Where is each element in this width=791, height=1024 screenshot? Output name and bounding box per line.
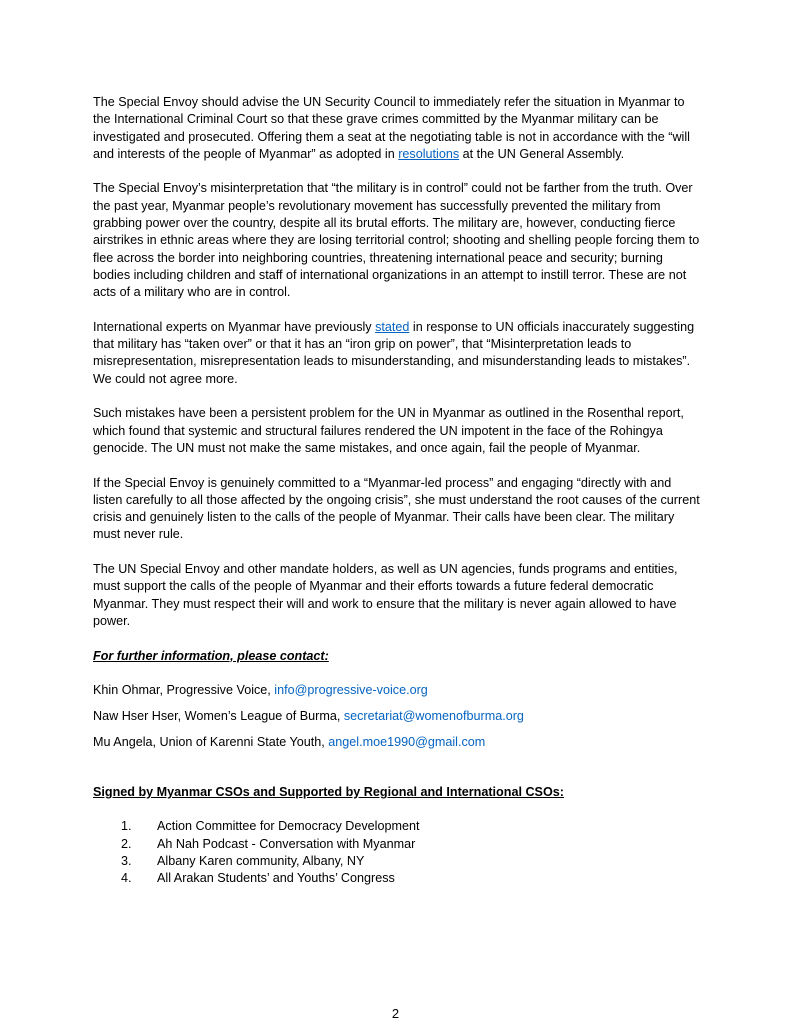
page-number: 2 (391, 1006, 400, 1021)
paragraph-icc-referral (93, 94, 703, 163)
contact-line (93, 708, 703, 725)
contact-email-link[interactable]: info@progressive-voice.org (274, 682, 428, 697)
stated-link[interactable]: stated (375, 319, 410, 334)
paragraph-myanmar-led-process: If the Special Envoy is genuinely committed to a “Myanmar-led process” and engaging “directly with and listen carefully to all those affected by the ongoing crisis”, she must understand the root causes of the current crisis and genuinely listen to the calls of the people of Myanmar. Their calls have been clear. The military must never rule. (93, 475, 700, 542)
contact-line (93, 734, 703, 751)
resolutions-link[interactable]: resolutions (398, 146, 460, 161)
paragraph-text: The Special Envoy should advise the UN Security Council to immediately refer the situation in Myanmar to the International Criminal Court so that these grave crimes committed by the Myanmar military can be investigated and prosecuted. Offering them a seat at the negotiating table is not in accordance with the “will and interests of the people of Myanmar” as adopted in (93, 95, 690, 161)
list-item-number: 3. (121, 853, 132, 868)
list-item-number: 1. (121, 819, 132, 834)
contact-name: Naw Hser Hser, Women’s League of Burma, (93, 708, 344, 723)
paragraph-misinterpretation: The Special Envoy’s misinterpretation that “the military is in control” could not be farther from the truth. Over the past year, Myanmar people’s revolutionary movement has successfully prevented the military from grabbing power over the country, despite all its brutal efforts. The military are, however, conducting fierce airstrikes in ethnic areas where they are losing territorial control; shooting and shelling people forcing them to flee across the border into neighboring countries, threatening international peace and security; burning bodies including children and staff of international organizations in an attempt to instill terror. These are not acts of a military who are in control. (93, 181, 700, 300)
contact-name: Khin Ohmar, Progressive Voice, (93, 682, 275, 697)
document-body (93, 94, 703, 888)
paragraph-text: in response to UN officials inaccurately suggesting that military has “taken over” or that it has an “iron grip on power”, that “Misinterpretation leads to misrepresentation, misrepresentation leads to misunderstanding, and misunderstanding leads to mistakes”. We could not agree more. (93, 319, 695, 386)
contact-email-link[interactable]: secretariat@womenofburma.org (343, 708, 524, 723)
list-item (93, 870, 703, 887)
signatories-heading: Signed by Myanmar CSOs and Supported by Regional and International CSOs: (93, 785, 564, 800)
list-item-name: Ah Nah Podcast - Conversation with Myanmar (157, 836, 416, 851)
paragraph-mandate-holders: The UN Special Envoy and other mandate holders, as well as UN agencies, funds programs and entities, must support the calls of the people of Myanmar and their efforts towards a future federal democratic Myanmar. They must respect their will and work to ensure that the military is never again allowed to have power. (93, 562, 678, 628)
list-item (93, 836, 703, 853)
signatories-list (93, 818, 703, 887)
list-item (93, 853, 703, 870)
list-item-name: Albany Karen community, Albany, NY (157, 853, 365, 868)
list-item (93, 818, 703, 835)
contact-name: Mu Angela, Union of Karenni State Youth, (93, 734, 329, 749)
list-item-name: Action Committee for Democracy Development (157, 819, 420, 834)
paragraph-text: at the UN General Assembly. (459, 146, 625, 161)
contact-email-link[interactable]: angel.moe1990@gmail.com (328, 734, 486, 749)
paragraph-experts-stated (93, 319, 703, 388)
paragraph-rosenthal-report: Such mistakes have been a persistent problem for the UN in Myanmar as outlined in the Rosenthal report, which found that systemic and structural failures rendered the UN impotent in the face of the Rohingya genocide. The UN must not make the same mistakes, and once again, fail the people of Myanmar. (93, 406, 684, 455)
contact-heading: For further information, please contact: (93, 648, 329, 663)
contact-line (93, 682, 703, 699)
list-item-number: 2. (121, 836, 132, 851)
list-item-number: 4. (121, 871, 132, 886)
paragraph-text: International experts on Myanmar have previously (93, 319, 376, 334)
list-item-name: All Arakan Students’ and Youths’ Congress (157, 871, 395, 886)
